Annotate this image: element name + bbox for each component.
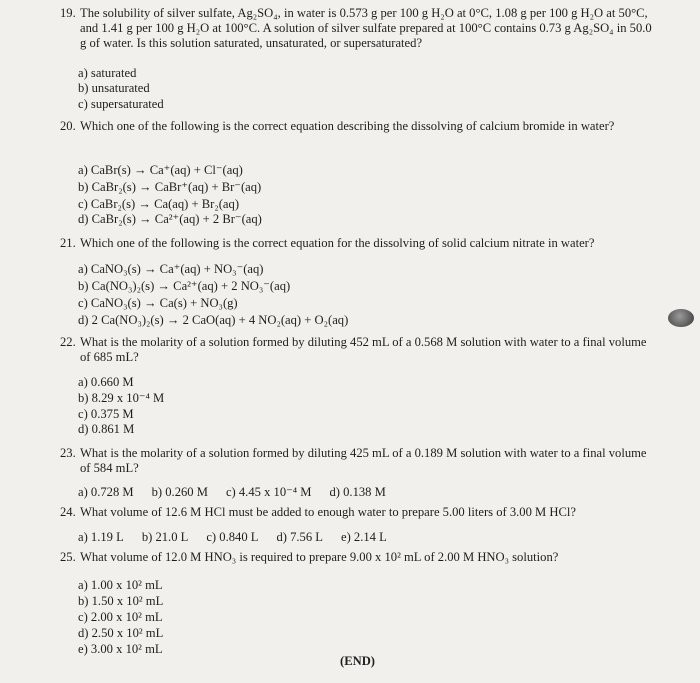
question-number: 25. <box>60 550 76 564</box>
choice: c) supersaturated <box>78 97 164 111</box>
choice: d) 0.861 M <box>78 422 135 436</box>
choice: b) 21.0 L <box>141 530 189 544</box>
choice: b) unsaturated <box>78 81 150 95</box>
choice: b) Ca(NO₃)₂(s) → Ca²⁺(aq) + 2 NO₃⁻(aq) <box>78 279 291 293</box>
choice: d) 0.138 M <box>329 485 386 499</box>
question-text: Which one of the following is the correct equation describing the dissolving of calcium bromide in water? <box>80 119 615 133</box>
question-text: What is the molarity of a solution formed by diluting 425 mL of a 0.189 M solution with water to a final volume of 584 mL? <box>80 446 647 475</box>
choices-row <box>78 485 404 500</box>
choice: b) 8.29 x 10⁻⁴ M <box>78 391 165 405</box>
question-number: 24. <box>60 505 76 519</box>
choice: d) 2 Ca(NO₃)₂(s) → 2 CaO(aq) + 4 NO₂(aq) + O₂(aq) <box>78 313 349 327</box>
choices-row <box>78 530 405 545</box>
choice: e) 3.00 x 10² mL <box>78 642 163 656</box>
question-text: Which one of the following is the correct equation for the dissolving of solid calcium nitrate in water? <box>80 236 595 250</box>
choice: a) saturated <box>78 66 137 80</box>
choice: c) CaNO₃(s) → Ca(s) + NO₃(g) <box>78 296 238 310</box>
choice: c) 2.00 x 10² mL <box>78 610 163 624</box>
question-number: 23. <box>60 446 76 460</box>
question-number: 19. <box>60 6 76 20</box>
choice: d) CaBr₂(s) → Ca²⁺(aq) + 2 Br⁻(aq) <box>78 212 262 226</box>
choice: a) 0.660 M <box>78 375 134 389</box>
choice: b) CaBr₂(s) → CaBr⁺(aq) + Br⁻(aq) <box>78 180 262 194</box>
choice: b) 1.50 x 10² mL <box>78 594 164 608</box>
end-label: (END) <box>340 654 375 668</box>
question-number: 21. <box>60 236 76 250</box>
choice: d) 2.50 x 10² mL <box>78 626 164 640</box>
choice: c) 0.840 L <box>206 530 259 544</box>
choice: e) 2.14 L <box>340 530 387 544</box>
question-text: What volume of 12.0 M HNO₃ is required to prepare 9.00 x 10² mL of 2.00 M HNO₃ solution? <box>80 550 559 564</box>
choice: b) 0.260 M <box>151 485 208 499</box>
question-text: What is the molarity of a solution formed by diluting 452 mL of a 0.568 M solution with water to a final volume of 685 mL? <box>80 335 647 364</box>
choice: a) CaBr(s) → Ca⁺(aq) + Cl⁻(aq) <box>78 163 243 177</box>
choice: a) 0.728 M <box>78 485 134 499</box>
choice: c) CaBr₂(s) → Ca(aq) + Br₂(aq) <box>78 197 240 211</box>
question-text: What volume of 12.6 M HCl must be added to enough water to prepare 5.00 liters of 3.00 M HCl? <box>80 505 576 519</box>
choice: a) 1.00 x 10² mL <box>78 578 163 592</box>
gray-dot-mark <box>668 309 694 327</box>
question-number: 20. <box>60 119 76 133</box>
choice: c) 4.45 x 10⁻⁴ M <box>225 485 312 499</box>
question-number: 22. <box>60 335 76 349</box>
choice: c) 0.375 M <box>78 407 134 421</box>
choice: a) 1.19 L <box>78 530 124 544</box>
question-text: The solubility of silver sulfate, Ag₂SO₄, in water is 0.573 g per 100 g H₂O at 0°C, 1.08 g per 100 g H₂O at 50°C, and 1.41 g per 100 g H₂O at 100°C. A solution of silver sulfate prepared at 100°C contains 0.73 g Ag₂SO₄ in 50.0 g of water. Is this solution saturated, unsaturated, or supersaturated? <box>80 6 652 50</box>
choice: d) 7.56 L <box>276 530 323 544</box>
choice: a) CaNO₃(s) → Ca⁺(aq) + NO₃⁻(aq) <box>78 262 264 276</box>
